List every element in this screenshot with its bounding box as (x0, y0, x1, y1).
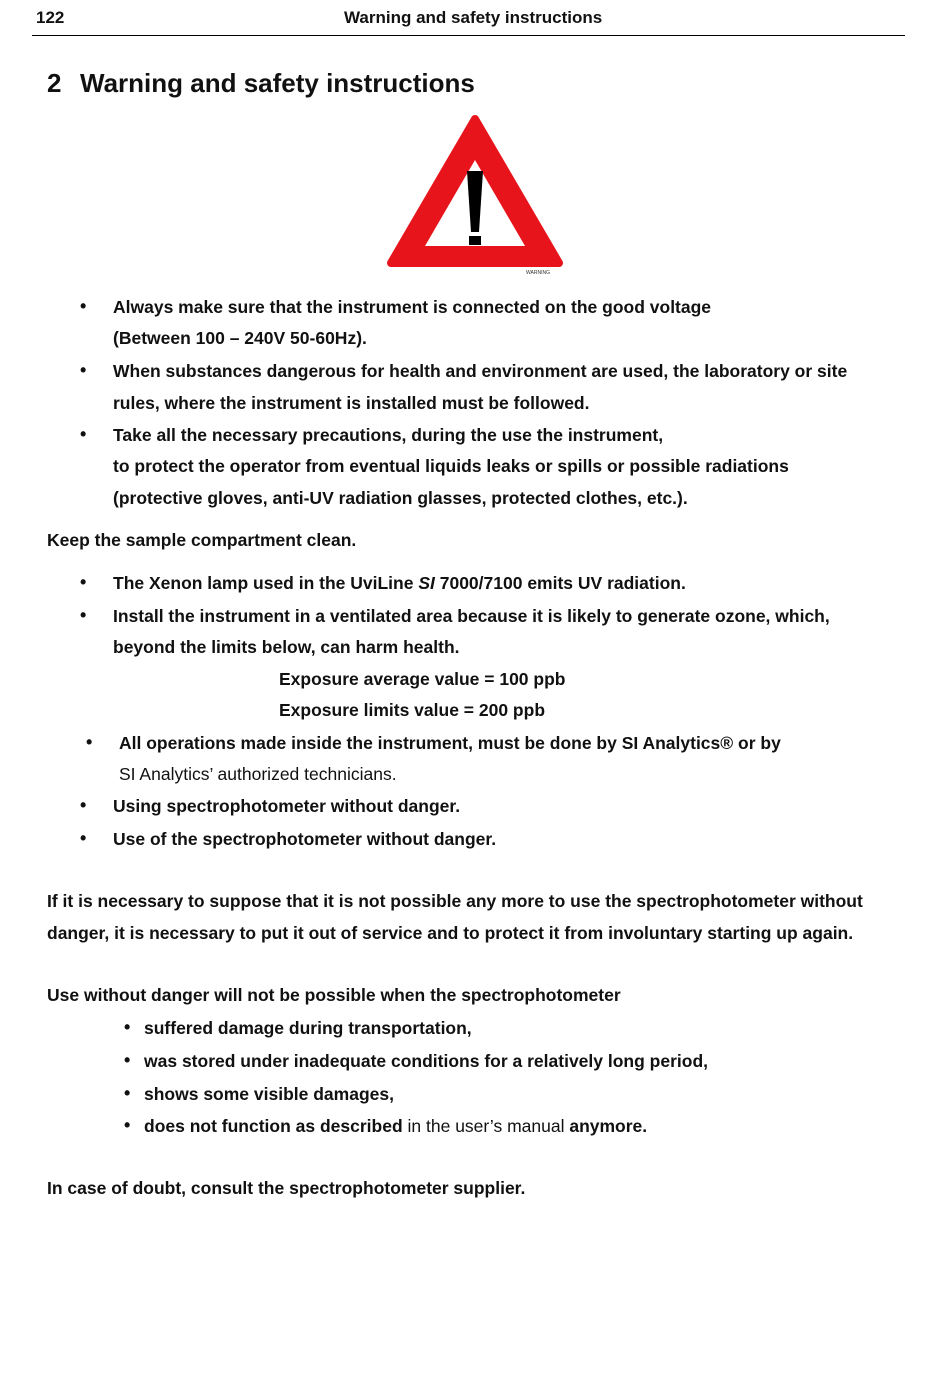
paragraph-text: Use without danger will not be possible when the spectrophotometer (47, 985, 621, 1005)
list-item-manual: does not function as described in the user’s manual anymore. (144, 1116, 648, 1136)
list-item-text: Use of the spectrophotometer without danger. (113, 829, 497, 849)
keep-clean-paragraph: Keep the sample compartment clean. (47, 530, 357, 550)
list-item-xenon: The Xenon lamp used in the UviLine SI 7000/7100 emits UV radiation. (113, 573, 686, 593)
list-item-text: shows some visible damages, (144, 1084, 394, 1104)
exposure-average-value: Exposure average value = 100 ppb (279, 669, 566, 689)
paragraph-text: danger, it is necessary to put it out of service and to protect it from involuntary starting up again. (47, 923, 854, 943)
bullet-icon: • (80, 424, 87, 444)
bullet-icon: • (124, 1050, 131, 1070)
list-item-text: to protect the operator from eventual liquids leaks or spills or possible radiations (113, 456, 789, 476)
list-item-text: Take all the necessary precautions, during the use the instrument, (113, 425, 664, 445)
list-item-text: Using spectrophotometer without danger. (113, 796, 461, 816)
bullet-icon: • (80, 296, 87, 316)
chapter-title: Warning and safety instructions (80, 68, 475, 98)
list-item-text: rules, where the instrument is installed must be followed. (113, 393, 590, 413)
bullet-icon: • (80, 360, 87, 380)
product-model-italic: SI (418, 573, 435, 593)
running-header (32, 0, 905, 36)
list-item-text: Install the instrument in a ventilated area because it is likely to generate ozone, which, (113, 606, 830, 626)
list-item-text: (Between 100 – 240V 50-60Hz). (113, 328, 367, 348)
paragraph-text: If it is necessary to suppose that it is not possible any more to use the spectrophotometer without (47, 891, 863, 911)
bullet-icon: • (80, 572, 87, 592)
list-item-text: suffered damage during transportation, (144, 1018, 472, 1038)
list-item-text: beyond the limits below, can harm health. (113, 637, 460, 657)
exposure-limits-value: Exposure limits value = 200 ppb (279, 700, 546, 720)
page-number: 122 (36, 8, 65, 27)
list-item-text: (protective gloves, anti-UV radiation glasses, protected clothes, etc.). (113, 488, 688, 508)
list-item-text: SI Analytics’ authorized technicians. (119, 764, 397, 784)
list-item-text: All operations made inside the instrument, must be done by SI Analytics® or by (119, 733, 781, 753)
bullet-icon: • (80, 795, 87, 815)
bullet-icon: • (80, 828, 87, 848)
list-item-text: When substances dangerous for health and environment are used, the laboratory or site (113, 361, 848, 381)
list-item-text: was stored under inadequate conditions for a relatively long period, (144, 1051, 708, 1071)
running-title: Warning and safety instructions (344, 8, 603, 27)
warning-caption: WARNING (526, 270, 550, 276)
chapter-heading (47, 68, 475, 99)
chapter-number: 2 (47, 68, 62, 98)
bullet-icon: • (124, 1017, 131, 1037)
bullet-icon: • (80, 605, 87, 625)
bullet-icon: • (124, 1083, 131, 1103)
warning-triangle-icon (386, 113, 564, 278)
bullet-icon: • (124, 1115, 131, 1135)
closing-paragraph: In case of doubt, consult the spectrophotometer supplier. (47, 1178, 526, 1198)
bullet-icon: • (86, 732, 93, 752)
list-item-text: Always make sure that the instrument is connected on the good voltage (113, 297, 712, 317)
